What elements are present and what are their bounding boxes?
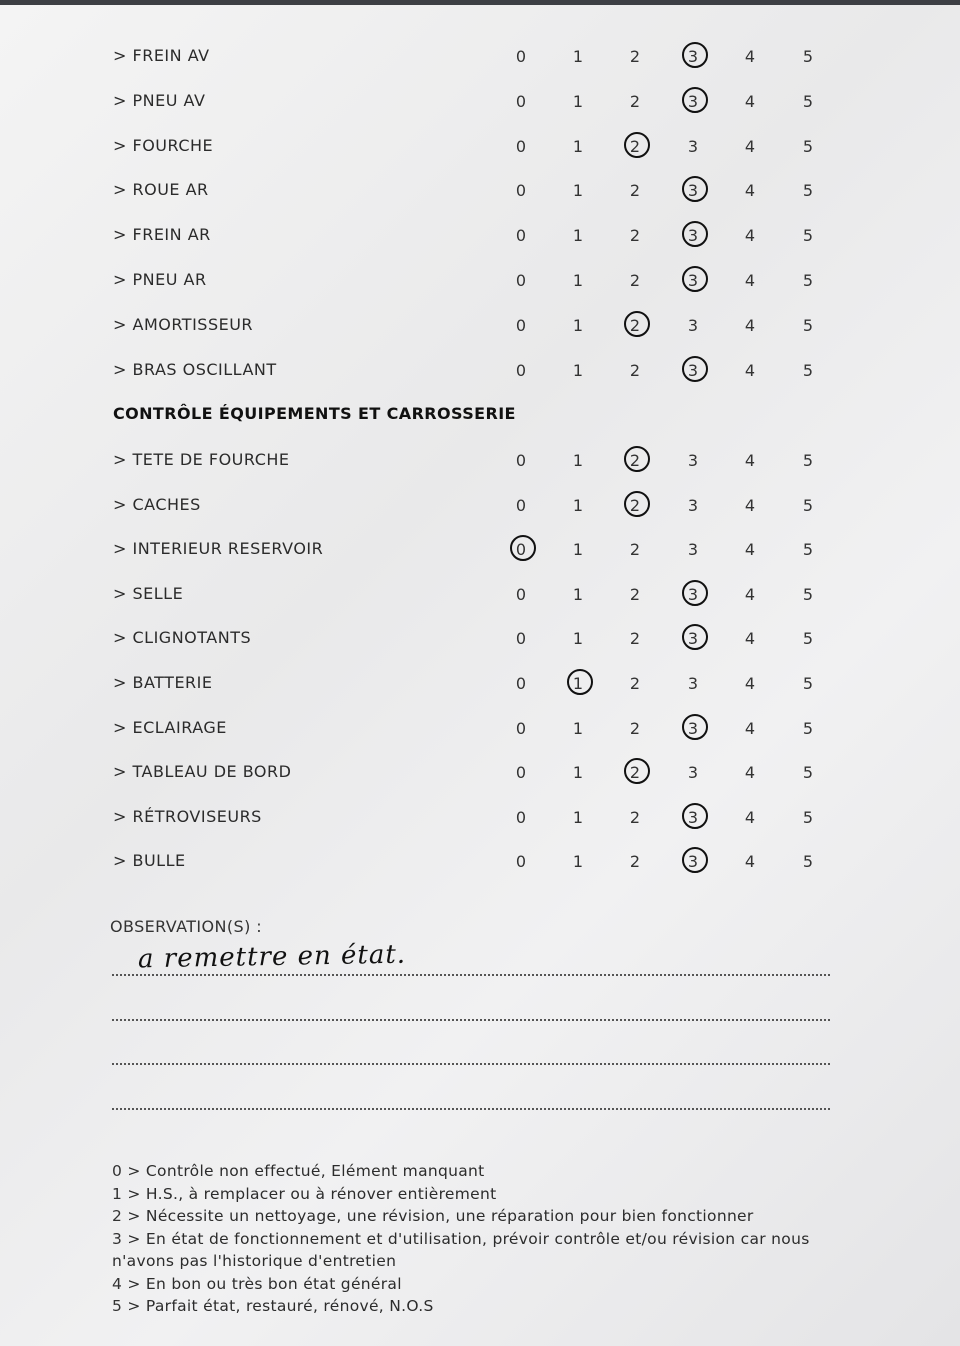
rating-option[interactable]: 4	[744, 807, 756, 827]
rating-option[interactable]: 2	[629, 852, 641, 872]
rating-option[interactable]: 0	[515, 718, 527, 738]
rating-row-label: > ECLAIRAGE	[113, 717, 227, 737]
rating-option[interactable]: 4	[744, 540, 756, 560]
legend-key: 0	[112, 1162, 123, 1180]
rating-row-label: > TETE DE FOURCHE	[113, 450, 290, 469]
rating-option[interactable]: 0	[515, 136, 527, 156]
rating-row-label: > FOURCHE	[113, 135, 214, 155]
rating-option[interactable]: 2	[629, 807, 641, 827]
legend-text: > Parfait état, restauré, rénové, N.O.S	[127, 1297, 434, 1315]
rating-option-selected[interactable]: 2	[623, 316, 647, 335]
legend-text: > En état de fonctionnement et d'utilisation, prévoir contrôle et/ou révision car nous n'avons pas l'historique d'entretien	[112, 1229, 810, 1270]
rating-option[interactable]: 1	[572, 807, 584, 827]
rating-option[interactable]: 5	[802, 181, 814, 201]
rating-option[interactable]: 3	[687, 136, 699, 156]
rating-option[interactable]: 5	[802, 763, 814, 783]
rating-option[interactable]: 0	[515, 181, 527, 201]
rating-option-selected[interactable]: 3	[681, 47, 705, 66]
rating-option[interactable]: 1	[572, 91, 584, 111]
rating-option[interactable]: 1	[572, 584, 584, 604]
legend-key: 5	[112, 1297, 123, 1315]
legend-text: > Contrôle non effectué, Elément manquant	[127, 1162, 485, 1180]
legend-text: > Nécessite un nettoyage, une révision, une réparation pour bien fonctionner	[127, 1207, 754, 1225]
observations-label: OBSERVATION(S) :	[110, 917, 262, 936]
rating-option[interactable]: 0	[515, 584, 527, 604]
rating-option[interactable]: 2	[629, 718, 641, 738]
rating-option[interactable]: 1	[572, 360, 584, 380]
rating-option-selected[interactable]: 3	[681, 852, 705, 871]
rating-option-selected[interactable]: 2	[623, 137, 647, 156]
rating-option-selected[interactable]: 1	[566, 674, 590, 693]
rating-option[interactable]: 5	[802, 451, 814, 470]
legend-key: 3	[112, 1229, 123, 1248]
rating-row-label: > TABLEAU DE BORD	[113, 762, 292, 782]
legend-text: > En bon ou très bon état général	[127, 1274, 402, 1293]
rating-option[interactable]: 0	[515, 226, 527, 246]
rating-option[interactable]: 0	[515, 674, 527, 693]
rating-row	[0, 580, 960, 610]
rating-option[interactable]: 4	[744, 852, 756, 872]
rating-option[interactable]: 5	[802, 540, 814, 560]
rating-option-selected[interactable]: 3	[681, 629, 705, 648]
rating-option-selected[interactable]: 2	[623, 451, 647, 470]
rating-option[interactable]: 5	[802, 315, 814, 335]
rating-row-label: > PNEU AR	[113, 270, 207, 289]
rating-option[interactable]: 1	[572, 495, 584, 515]
rating-row	[0, 803, 960, 833]
rating-option[interactable]: 5	[802, 674, 814, 693]
rating-option[interactable]: 1	[572, 852, 584, 872]
rating-option[interactable]: 4	[744, 271, 756, 290]
rating-row-label: > BATTERIE	[113, 673, 213, 692]
rating-option[interactable]: 2	[629, 584, 641, 604]
rating-option[interactable]: 5	[802, 271, 814, 290]
rating-row-label: > INTERIEUR RESERVOIR	[113, 539, 324, 559]
rating-option[interactable]: 4	[744, 226, 756, 246]
rating-option[interactable]: 0	[515, 852, 527, 872]
rating-row	[0, 356, 960, 386]
rating-option[interactable]: 3	[687, 315, 699, 335]
rating-option[interactable]: 1	[572, 136, 584, 156]
rating-option[interactable]: 4	[744, 315, 756, 335]
rating-row	[0, 176, 960, 206]
rating-row	[0, 714, 960, 744]
observation-line	[112, 1108, 830, 1110]
rating-option[interactable]: 4	[744, 47, 756, 66]
legend-key: 4	[112, 1274, 123, 1293]
rating-row	[0, 847, 960, 877]
rating-option[interactable]: 5	[802, 807, 814, 827]
section-title: CONTRÔLE ÉQUIPEMENTS ET CARROSSERIE	[113, 404, 516, 423]
rating-option[interactable]: 2	[629, 674, 641, 693]
rating-option-selected[interactable]: 2	[623, 763, 647, 782]
rating-option[interactable]: 0	[515, 47, 527, 66]
rating-option-selected[interactable]: 3	[681, 226, 705, 245]
rating-row-label: > RÉTROVISEURS	[113, 806, 262, 826]
rating-option[interactable]: 2	[629, 360, 641, 380]
rating-option[interactable]: 0	[515, 495, 527, 515]
rating-option[interactable]: 3	[687, 495, 699, 515]
legend-item	[112, 1160, 842, 1183]
legend-item	[112, 1205, 842, 1228]
rating-option[interactable]: 4	[744, 718, 756, 738]
rating-option[interactable]: 1	[572, 226, 584, 246]
rating-option-selected[interactable]: 3	[681, 808, 705, 827]
rating-option[interactable]: 5	[802, 136, 814, 156]
rating-option[interactable]: 1	[572, 718, 584, 738]
rating-row-label: > CLIGNOTANTS	[113, 628, 252, 648]
rating-option[interactable]: 0	[515, 315, 527, 335]
rating-option[interactable]: 5	[802, 47, 814, 66]
observation-line	[112, 974, 830, 976]
rating-row	[0, 266, 960, 296]
rating-row	[0, 42, 960, 72]
rating-row	[0, 669, 960, 699]
rating-option[interactable]: 5	[802, 495, 814, 515]
legend-item	[112, 1295, 842, 1318]
rating-option[interactable]: 0	[515, 91, 527, 111]
rating-option[interactable]: 3	[687, 540, 699, 560]
legend-item	[112, 1273, 842, 1296]
rating-option[interactable]: 1	[572, 47, 584, 66]
rating-option[interactable]: 5	[802, 852, 814, 872]
rating-option[interactable]: 4	[744, 91, 756, 111]
rating-option[interactable]: 1	[572, 540, 584, 560]
rating-option[interactable]: 4	[744, 136, 756, 156]
rating-option[interactable]: 0	[515, 360, 527, 380]
rating-option[interactable]: 1	[572, 451, 584, 470]
rating-option[interactable]: 0	[515, 271, 527, 290]
legend-item	[112, 1183, 842, 1206]
rating-option[interactable]: 2	[629, 629, 641, 649]
rating-legend	[112, 1160, 842, 1318]
rating-option[interactable]: 2	[629, 226, 641, 246]
rating-option[interactable]: 5	[802, 226, 814, 246]
rating-option[interactable]: 1	[572, 629, 584, 649]
rating-option-selected[interactable]: 3	[681, 719, 705, 738]
rating-option[interactable]: 0	[515, 629, 527, 649]
legend-item	[112, 1228, 842, 1273]
rating-row	[0, 221, 960, 251]
rating-row-label: > AMORTISSEUR	[113, 314, 254, 334]
top-edge-bar	[0, 0, 960, 5]
rating-option[interactable]: 2	[629, 47, 641, 66]
rating-option[interactable]: 2	[629, 181, 641, 201]
rating-option[interactable]: 4	[744, 181, 756, 201]
rating-option-selected[interactable]: 3	[681, 271, 705, 290]
rating-row-label: > BULLE	[113, 851, 186, 871]
rating-option[interactable]: 5	[802, 629, 814, 649]
rating-row-label: > CACHES	[113, 494, 201, 514]
rating-option[interactable]: 3	[687, 763, 699, 783]
rating-row-label: > SELLE	[113, 583, 184, 603]
rating-option[interactable]: 2	[629, 91, 641, 111]
observation-line	[112, 1063, 830, 1065]
rating-option[interactable]: 0	[515, 807, 527, 827]
rating-row-label: > PNEU AV	[113, 90, 206, 110]
rating-option[interactable]: 3	[687, 451, 699, 470]
rating-option-selected[interactable]: 0	[509, 540, 533, 559]
legend-key: 1	[112, 1184, 123, 1203]
rating-row-label: > FREIN AV	[113, 46, 210, 65]
rating-row	[0, 535, 960, 565]
rating-row	[0, 446, 960, 476]
rating-row-label: > FREIN AR	[113, 225, 211, 245]
rating-option[interactable]: 4	[744, 629, 756, 649]
observation-line	[112, 1019, 830, 1021]
rating-option[interactable]: 1	[572, 315, 584, 335]
rating-option[interactable]: 4	[744, 451, 756, 470]
rating-option[interactable]: 1	[572, 271, 584, 290]
rating-option[interactable]: 0	[515, 763, 527, 783]
legend-text: > H.S., à remplacer ou à rénover entièrement	[127, 1184, 497, 1203]
legend-key: 2	[112, 1207, 123, 1225]
rating-option-selected[interactable]: 3	[681, 92, 705, 111]
rating-row	[0, 491, 960, 521]
rating-option[interactable]: 1	[572, 763, 584, 783]
rating-row-label: > BRAS OSCILLANT	[113, 359, 277, 379]
rating-option[interactable]: 2	[629, 540, 641, 560]
rating-row-label: > ROUE AR	[113, 180, 209, 200]
rating-option-selected[interactable]: 3	[681, 361, 705, 380]
rating-row	[0, 758, 960, 788]
rating-row	[0, 132, 960, 162]
observations-handwriting: a remettre en état.	[137, 939, 407, 975]
rating-option-selected[interactable]: 2	[623, 496, 647, 515]
rating-option[interactable]: 4	[744, 763, 756, 783]
rating-option-selected[interactable]: 3	[681, 181, 705, 200]
rating-option[interactable]: 0	[515, 451, 527, 470]
rating-row	[0, 87, 960, 117]
rating-option[interactable]: 5	[802, 718, 814, 738]
rating-option[interactable]: 5	[802, 584, 814, 604]
rating-option[interactable]: 4	[744, 674, 756, 693]
rating-option[interactable]: 4	[744, 584, 756, 604]
rating-option[interactable]: 4	[744, 360, 756, 380]
rating-row	[0, 624, 960, 654]
rating-option[interactable]: 2	[629, 271, 641, 290]
rating-row	[0, 311, 960, 341]
rating-option[interactable]: 5	[802, 91, 814, 111]
rating-option[interactable]: 1	[572, 181, 584, 201]
rating-option[interactable]: 3	[687, 674, 699, 693]
rating-option[interactable]: 5	[802, 360, 814, 380]
rating-option[interactable]: 4	[744, 495, 756, 515]
rating-option-selected[interactable]: 3	[681, 585, 705, 604]
